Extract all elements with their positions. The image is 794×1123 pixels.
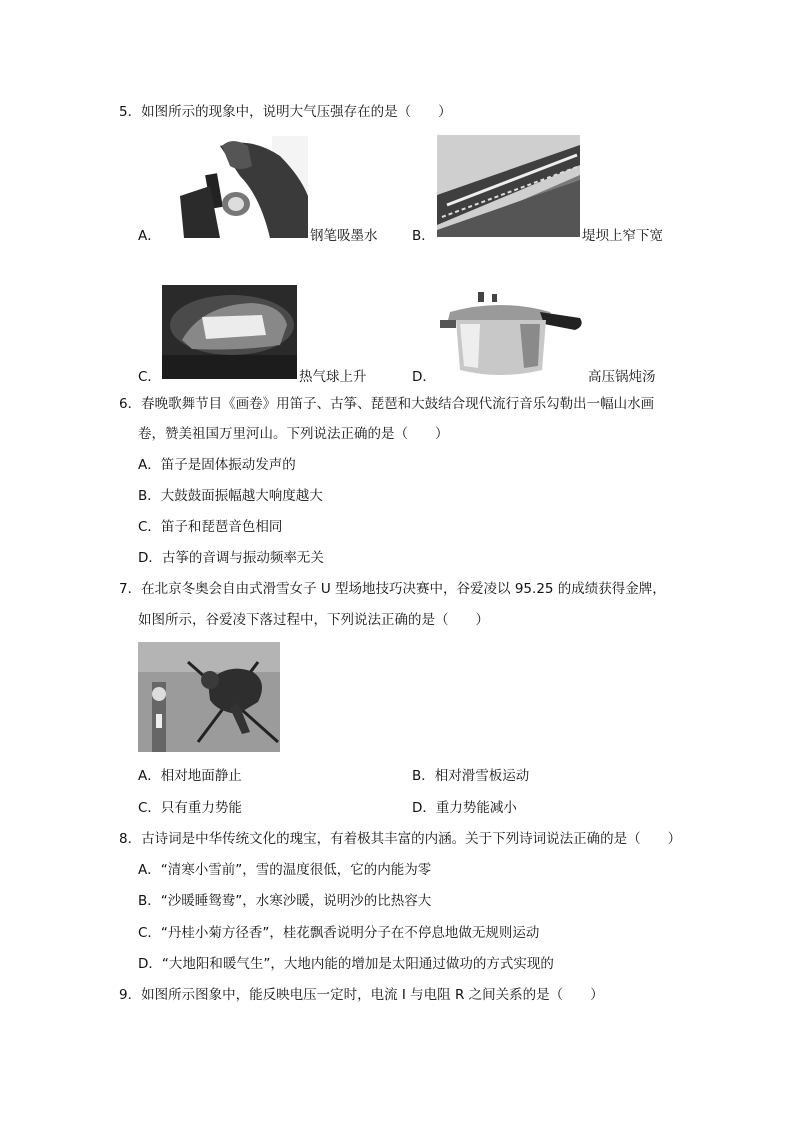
q6-option-b: B．大鼓鼓面振幅越大响度越大 — [138, 488, 323, 504]
q8-option-c: C．“丹桂小菊方径香”，桂花飘香说明分子在不停息地做无规则运动 — [138, 925, 540, 941]
q5-option-d-caption: 高压锅炖汤 — [588, 369, 656, 385]
q5-option-b-caption: 堤坝上窄下宽 — [582, 228, 663, 244]
q8-option-d: D．“大地阳和暖气生”，大地内能的增加是太阳通过做功的方式实现的 — [138, 956, 554, 972]
q8-option-a: A．“清寒小雪前”，雪的温度很低，它的内能为零 — [138, 862, 432, 878]
q5-option-c-letter: C． — [138, 369, 161, 385]
pressure-cooker-photo — [440, 290, 585, 380]
q9-stem: 9．如图所示图象中，能反映电压一定时，电流 I 与电阻 R 之间关系的是（ ） — [119, 987, 604, 1003]
q6-option-c: C．笛子和琵琶音色相同 — [138, 519, 283, 535]
q5-option-a-caption: 钢笔吸墨水 — [310, 228, 378, 244]
q7-option-c: C．只有重力势能 — [138, 800, 242, 816]
q5-option-a-letter: A． — [138, 228, 161, 244]
hot-air-balloon-photo — [162, 285, 297, 379]
q6-option-d: D．古筝的音调与振动频率无关 — [138, 550, 324, 566]
pen-ink-photo — [160, 136, 308, 238]
q6-stem-line2: 卷，赞美祖国万里河山。下列说法正确的是（ ） — [138, 426, 449, 442]
q7-stem-line1: 7．在北京冬奥会自由式滑雪女子 U 型场地技巧决赛中，谷爱凌以 95.25 的成绩获得金牌， — [119, 581, 666, 597]
q5-option-b-letter: B． — [412, 228, 435, 244]
q8-stem: 8．古诗词是中华传统文化的瑰宝，有着极其丰富的内涵。关于下列诗词说法正确的是（ ） — [119, 831, 682, 847]
q5-stem: 5．如图所示的现象中，说明大气压强存在的是（ ） — [119, 104, 452, 120]
q7-option-b: B．相对滑雪板运动 — [412, 768, 530, 784]
q5-option-d-letter: D． — [412, 369, 436, 385]
q6-stem-line1: 6．春晚歌舞节目《画卷》用笛子、古筝、琵琶和大鼓结合现代流行音乐勾勒出一幅山水画 — [119, 396, 655, 412]
q7-stem-line2: 如图所示，谷爱凌下落过程中，下列说法正确的是（ ） — [138, 612, 489, 628]
dam-photo — [437, 135, 580, 237]
skier-photo — [138, 642, 280, 752]
q8-option-b: B．“沙暖睡鸳鸯”，水寒沙暖，说明沙的比热容大 — [138, 893, 432, 909]
q6-option-a: A．笛子是固体振动发声的 — [138, 457, 296, 473]
q5-option-c-caption: 热气球上升 — [299, 369, 367, 385]
q7-option-d: D．重力势能减小 — [412, 800, 517, 816]
q7-option-a: A．相对地面静止 — [138, 768, 242, 784]
